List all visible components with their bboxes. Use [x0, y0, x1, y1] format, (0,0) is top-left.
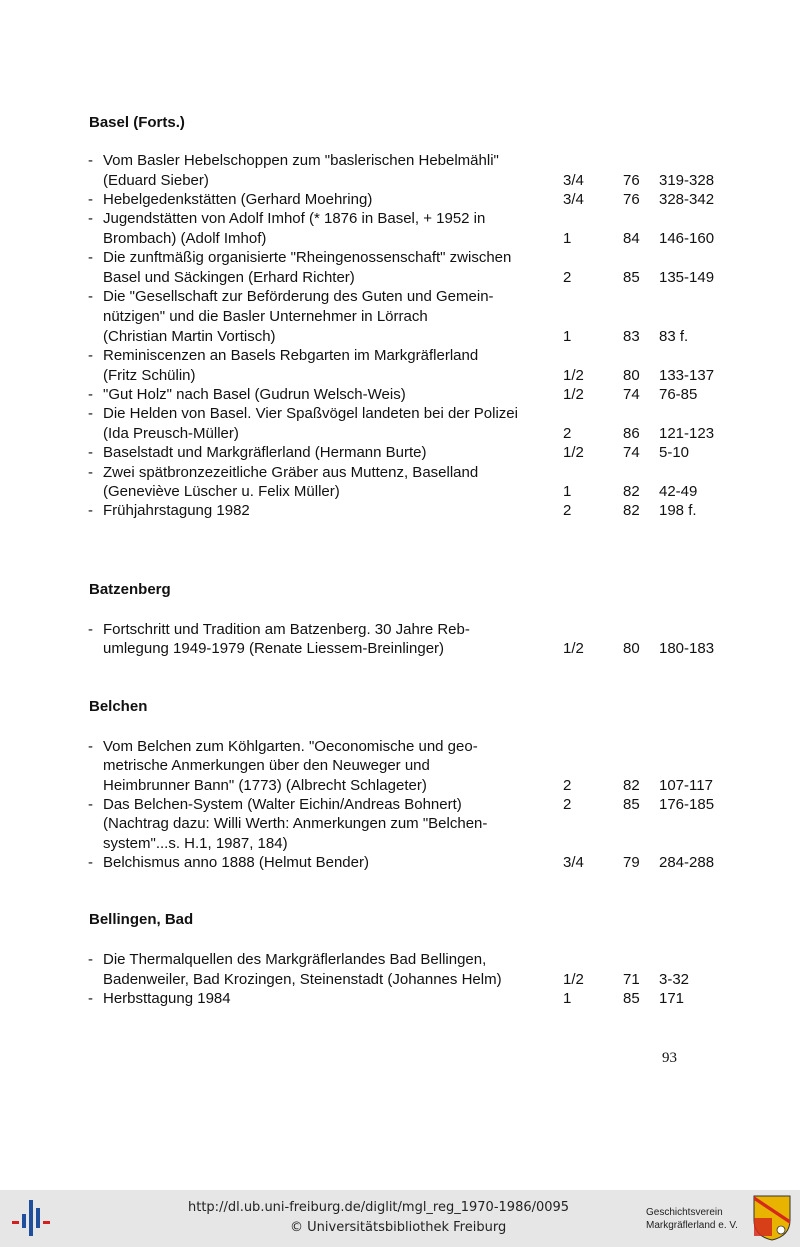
copyright-text: © Universitätsbibliothek Freiburg — [290, 1220, 507, 1235]
section-heading-batzenberg: Batzenberg — [89, 581, 171, 598]
document-page: Basel (Forts.) - Vom Basler Hebelschoppen zum "baslerischen Hebelmähli" (Eduard Sieber) 3/4 76 319-328 - Hebelgedenkstätten (Gerhard Moehring) 3/4 76 328-342 - Jugendstätten von Adolf Imhof (* 1876 in Basel, + 1952 in Brombach) (Adolf Imhof) 1 84 146-160 - Die zunftmäßig organisierte "Rheingenossenschaft" zwischen Basel und Säckingen (Erhard Richter) 2 85 135-149 - Die "Gesellschaft zur Beförderung des Guten und Gemein- nützigen" und die Basler Unternehmer in Lörrach (Christian Martin Vortisch) 1 83 83 f. - Reminiscenzen an Basels Rebgarten im Markgräflerland (Fritz Schülin) 1/2 80 133-137 - "Gut Holz" nach Basel (Gudrun Welsch-Weis) 1/2 74 76-85 - Die Helden von Basel. Vier Spaßvögel landeten bei der Polizei (Ida Preusch-Müller) 2 86 121-123 - Baselstadt und Markgräflerland (Hermann Burte) 1/2 74 5-10 - Zwei spätbronzezeitliche Gräber aus Muttenz, Baselland (Geneviève Lüscher u. Felix Müller) 1 82 42-49 - Frühjahrstagung 1982 2 82 198 f. Batzenberg - Fortschritt und Tradition am Batzenberg. 30 Jahre Reb- umlegung 1949-1979 (Renate Liessem-Breinlinger) 1/2 80 180-183 Belchen - Vom Belchen zum Köhlgarten. "Oeconomische und geo- metrische Anmerkungen über den Neuweger und Heimbrunner Bann" (1773) (Albrecht Schlageter) 2 82 107-117 - Das Belchen-System (Walter Eichin/Andreas Bohnert) 2 85 176-185 (Nachtrag dazu: Willi Werth: Anmerkungen zum "Belchen- system"...s. H.1, 1987, 184) - Belchismus anno 1888 (Helmut Bender) 3/4 79 284-288 Bellingen, Bad - Die Thermalquellen des Markgräflerlandes Bad Bellingen, Badenweiler, Bad Krozingen, Steinenstadt (Johannes Helm) 1/2 71 3-32 - Herbsttagung 1984 1 85 171 93 — [88, 114, 715, 1066]
page-number: 93 — [662, 1050, 677, 1066]
section-heading-bellingen: Bellingen, Bad — [89, 911, 194, 928]
section-heading-belchen: Belchen — [89, 698, 148, 715]
society-crest-icon[interactable] — [752, 1194, 792, 1242]
section-heading-basel: Basel (Forts.) — [89, 114, 185, 131]
library-logo-icon[interactable] — [10, 1198, 52, 1238]
society-name-line1: Geschichtsverein — [646, 1207, 723, 1218]
viewer-footer — [0, 1190, 800, 1247]
society-name — [646, 1206, 738, 1232]
document-url-link[interactable]: http://dl.ub.uni-freiburg.de/diglit/mgl_reg_1970-1986/0095 — [188, 1200, 570, 1215]
society-name-line2: Markgräflerland e. V. — [646, 1220, 738, 1231]
